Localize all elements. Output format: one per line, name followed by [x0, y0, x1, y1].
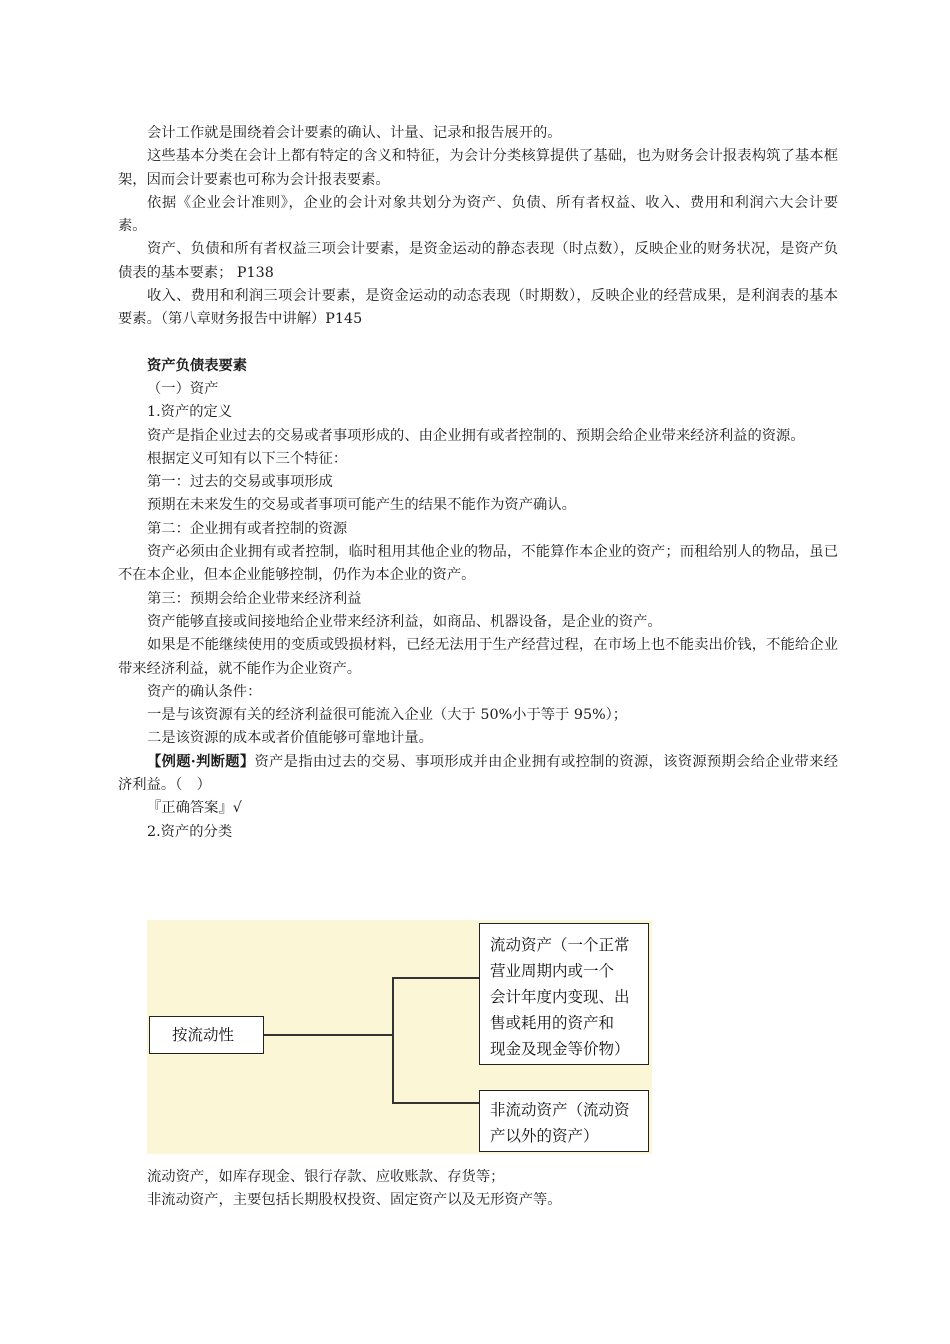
- recognition-condition: 一是与该资源有关的经济利益很可能流入企业（大于 50%小于等于 95%）；: [147, 707, 628, 724]
- example-answer: 『正确答案』√: [147, 800, 242, 817]
- paragraph: 会计工作就是围绕着会计要素的确认、计量、记录和报告展开的。: [147, 125, 562, 141]
- classification-examples: [147, 1166, 562, 1213]
- connector-line: [392, 977, 479, 979]
- paragraph: 资产、负债和所有者权益三项会计要素，是资金运动的静态表现（时点数），反映企业的财务状况，是资产负债表的基本要素； P138: [118, 241, 838, 281]
- box-line: 营业周期内或一个: [490, 962, 615, 980]
- feature-description: 资产必须由企业拥有或者控制，临时租用其他企业的物品，不能算作本企业的资产；而租给别人的物品，虽已不在本企业，但本企业能够控制，仍作为本企业的资产。: [118, 544, 838, 584]
- subsection-title: （一）资产: [147, 380, 219, 397]
- feature-title: 第一：过去的交易或事项形成: [147, 474, 333, 491]
- example-text: 资产是指由过去的交易、事项形成并由企业拥有或控制的资源，该资源预期会给企业带来经济利益。（ ）: [118, 753, 838, 794]
- noncurrent-assets-box: [479, 1090, 649, 1152]
- box-line: 产以外的资产）: [490, 1127, 599, 1145]
- asset-classification-diagram: [147, 920, 652, 1154]
- feature-description: 资产能够直接或间接地给企业带来经济利益，如商品、机器设备，是企业的资产。: [147, 613, 662, 630]
- connector-line: [264, 1034, 392, 1036]
- intro-text: [118, 122, 838, 844]
- noncurrent-assets-examples: 非流动资产，主要包括长期股权投资、固定资产以及无形资产等。: [147, 1192, 562, 1209]
- classification-heading: 2.资产的分类: [147, 823, 233, 840]
- feature-description: 如果是不能继续使用的变质或毁损材料，已经无法用于生产经营过程，在市场上也不能卖出价钱，不能给企业带来经济利益，就不能作为企业资产。: [118, 637, 838, 677]
- example-question: [118, 751, 838, 798]
- feature-description: 预期在未来发生的交易或者事项可能产生的结果不能作为资产确认。: [147, 497, 576, 514]
- features-intro: 根据定义可知有以下三个特征：: [147, 450, 348, 467]
- example-label: 【例题·判断题】: [147, 753, 255, 770]
- paragraph: 收入、费用和利润三项会计要素，是资金运动的动态表现（时期数），反映企业的经营成果，是利润表的基本要素。（第八章财务报告中讲解）P145: [118, 288, 838, 328]
- connector-line: [392, 977, 394, 1103]
- box-line: 流动资产（一个正常: [490, 936, 630, 954]
- current-assets-examples: 流动资产，如库存现金、银行存款、应收账款、存货等；: [147, 1169, 505, 1185]
- spacer: [118, 332, 838, 355]
- definition-text: 资产是指企业过去的交易或者事项形成的、由企业拥有或者控制的、预期会给企业带来经济利益的资源。: [147, 427, 805, 444]
- box-line: 非流动资产（流动资: [490, 1101, 630, 1119]
- liquidity-root-box: 按流动性: [149, 1016, 264, 1054]
- feature-title: 第三：预期会给企业带来经济利益: [147, 590, 362, 607]
- recognition-heading: 资产的确认条件：: [147, 683, 262, 700]
- current-assets-box: [479, 923, 649, 1065]
- connector-line: [392, 1102, 479, 1104]
- definition-heading: 1.资产的定义: [147, 404, 233, 421]
- section-title: 资产负债表要素: [147, 357, 248, 374]
- box-line: 会计年度内变现、出: [490, 988, 630, 1006]
- paragraph: 依据《企业会计准则》，企业的会计对象共划分为资产、负债、所有者权益、收入、费用和利润六大会计要素。: [118, 194, 838, 235]
- box-line: 售或耗用的资产和: [490, 1014, 615, 1032]
- recognition-condition: 二是该资源的成本或者价值能够可靠地计量。: [147, 730, 433, 747]
- feature-title: 第二：企业拥有或者控制的资源: [147, 520, 348, 537]
- paragraph: 这些基本分类在会计上都有特定的含义和特征，为会计分类核算提供了基础，也为财务会计报表构筑了基本框架，因而会计要素也可称为会计报表要素。: [118, 148, 838, 188]
- box-line: 现金及现金等价物）: [490, 1040, 630, 1058]
